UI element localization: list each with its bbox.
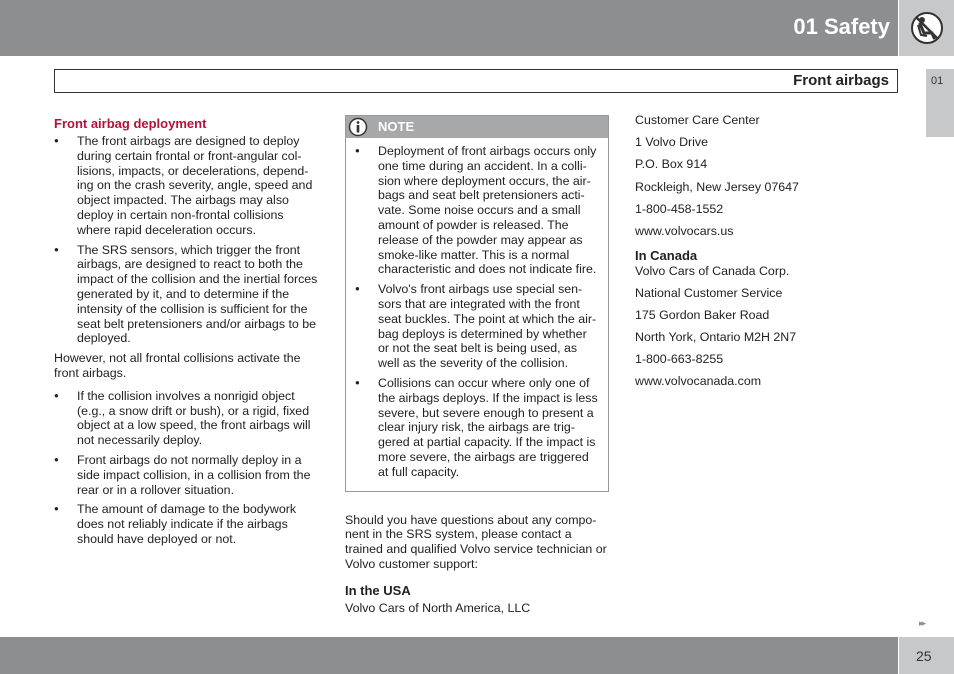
seat-airbag-icon <box>910 11 944 45</box>
canada-heading: In Canada <box>635 247 698 263</box>
chapter-title: 01 Safety <box>793 14 890 39</box>
canada-address-line: National Customer Service <box>635 285 783 300</box>
canada-phone: 1-800-663-8255 <box>635 352 724 367</box>
canada-website: www.volvocanada.com <box>635 374 762 389</box>
column-1 <box>54 115 320 552</box>
deployment-bullets-2 <box>54 389 320 547</box>
usa-address-line: Rockleigh, New Jersey 07647 <box>635 179 799 194</box>
header-bar <box>0 0 898 56</box>
canada-address-line: North York, Ontario M2H 2N7 <box>635 330 797 345</box>
next-page-arrows: ▸▸ <box>919 618 925 628</box>
deployment-bullets-1 <box>54 134 320 346</box>
canada-address-line: 175 Gordon Baker Road <box>635 307 770 322</box>
usa-heading: In the USA <box>345 582 411 598</box>
list-item: ● The SRS sensors, which trigger the front airbags, are designed to react to both the impact of the collision and the inertial forces generated by it, and to determine if the intensity of the collision is sufficient for the seat belt pretensioners and/or airbags to be deployed. <box>54 243 320 347</box>
page-number-box <box>899 637 954 674</box>
usa-address-line: Customer Care Center <box>635 113 760 127</box>
note-title: NOTE <box>378 119 415 134</box>
section-title: Front airbags <box>793 72 889 89</box>
canada-address-line: Volvo Cars of Canada Corp. <box>635 263 790 278</box>
section-title-bar <box>54 69 898 93</box>
usa-phone: 1-800-458-1552 <box>635 201 724 216</box>
deployment-heading: Front airbag deployment <box>54 116 207 131</box>
list-item: ● Collisions can occur where only one of the airbags deploys. If the impact is less severe, but severe enough to present a clear injury risk, the airbags are trig-gered at partial capacity. If the impact is more severe, the airbags are triggered at full capacity. <box>355 376 600 480</box>
list-item: ● Volvo's front airbags use special sen-sors that are integrated with the front seat buckles. The point at which the air-bag deploys is determined by whether or not the seat belt is being used, as well as the severity of the collision. <box>355 282 600 371</box>
list-item: ● The amount of damage to the bodywork does not reliably indicate if the airbags should have deployed or not. <box>54 502 320 546</box>
page-number: 25 <box>916 648 932 664</box>
list-item: ● Front airbags do not normally deploy in a side impact collision, in a collision from the rear or in a rollover situation. <box>54 453 320 497</box>
note-header <box>346 116 608 138</box>
usa-address-line: 1 Volvo Drive <box>635 135 709 150</box>
frontal-collisions-paragraph: However, not all frontal collisions activate the front airbags. <box>54 351 301 380</box>
column-3 <box>635 113 885 397</box>
chapter-tab-label: 01 <box>931 75 944 87</box>
footer-bar <box>0 637 898 674</box>
note-box <box>345 115 609 492</box>
info-icon <box>348 117 368 137</box>
usa-company: Volvo Cars of North America, LLC <box>345 600 531 615</box>
srs-contact-paragraph: Should you have questions about any compo-nent in the SRS system, please contact a trained and qualified Volvo service technician or Volvo customer support: <box>345 512 607 571</box>
list-item: ● The front airbags are designed to deploy during certain frontal or front-angular col-lisions, impacts, or decelerations, depend-ing on the crash severity, angle, speed and object impacted. The airbags may also deploy in certain non-frontal collisions where rapid deceleration occurs. <box>54 134 320 238</box>
list-item: ● Deployment of front airbags occurs only one time during an accident. In a colli-sion where deployment occurs, the air-bags and seat belt pretensioners acti-vate. Some noise occurs and a small amount of powder is released. The release of the powder may appear as smoke-like matter. This is a normal characteristic and does not indicate fire. <box>355 144 600 277</box>
chapter-tab <box>926 69 954 137</box>
chapter-icon-box <box>899 0 954 56</box>
note-bullets <box>346 138 608 491</box>
column-2 <box>345 115 609 615</box>
usa-address-line: P.O. Box 914 <box>635 157 708 172</box>
list-item: ● If the collision involves a nonrigid object (e.g., a snow drift or bush), or a rigid, fixed object at a low speed, the front airbags will not necessarily deploy. <box>54 389 320 448</box>
usa-website: www.volvocars.us <box>635 223 734 238</box>
